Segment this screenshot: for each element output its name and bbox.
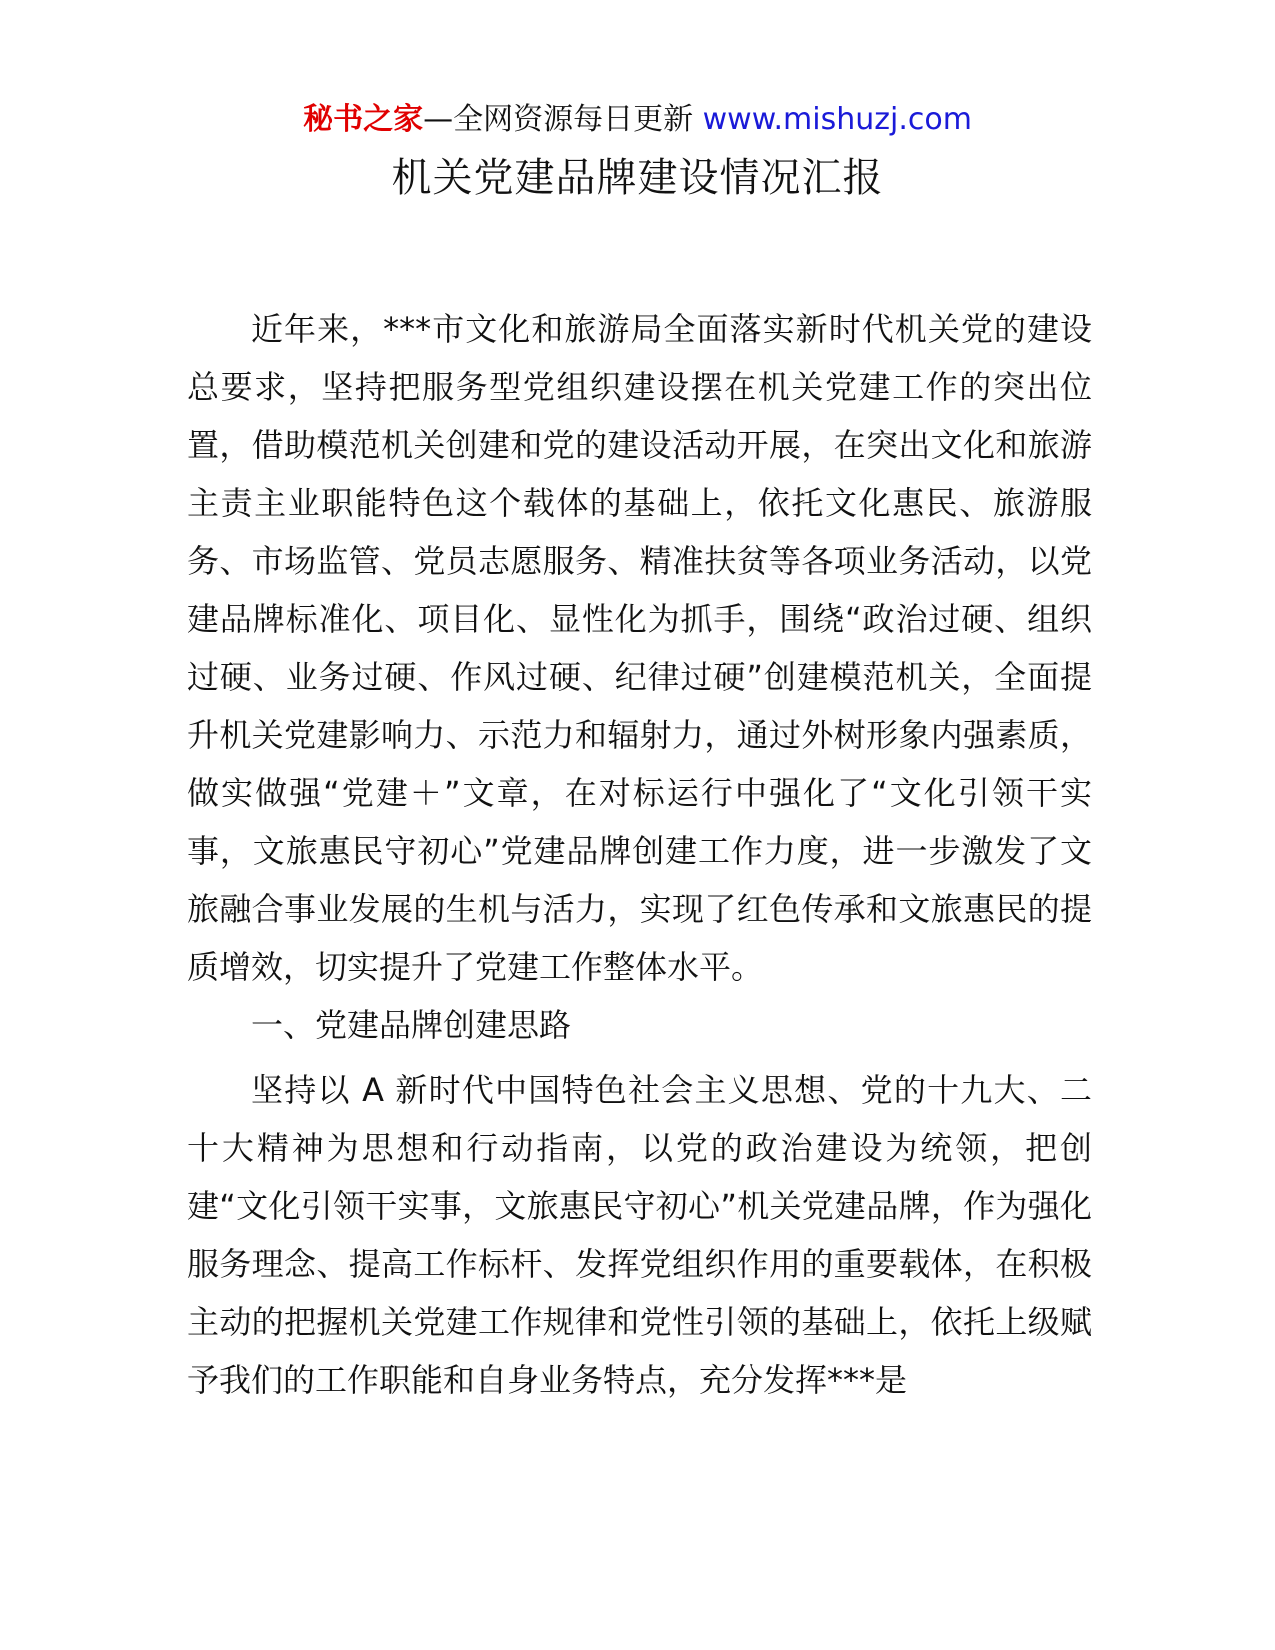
site-url-link[interactable]: www.mishuzj.com (702, 102, 972, 137)
section-paragraph: 坚持以 A 新时代中国特色社会主义思想、党的十九大、二十大精神为思想和行动指南，以党的政治建设为统领，把创建“文化引领干实事，文旅惠民守初心”机关党建品牌，作为强化服务理念、提高工作标杆、发挥党组织作用的重要载体，在积极主动的把握机关党建工作规律和党性引领的基础上，依托上级赋予我们的工作职能和自身业务特点，充分发挥***是 (187, 1071, 1092, 1399)
section-heading: 一、党建品牌创建思路 (251, 1006, 572, 1044)
header-tagline: —全网资源每日更新 (423, 102, 703, 137)
document-body (187, 300, 1092, 1409)
document-title: 机关党建品牌建设情况汇报 (391, 155, 884, 201)
header-banner (0, 100, 1275, 140)
intro-paragraph: 近年来，***市文化和旅游局全面落实新时代机关党的建设总要求，坚持把服务型党组织建设摆在机关党建工作的突出位置，借助模范机关创建和党的建设活动开展，在突出文化和旅游主责主业职能特色这个载体的基础上，依托文化惠民、旅游服务、市场监管、党员志愿服务、精准扶贫等各项业务活动，以党建品牌标准化、项目化、显性化为抓手，围绕“政治过硬、组织过硬、业务过硬、作风过硬、纪律过硬”创建模范机关，全面提升机关党建影响力、示范力和辐射力，通过外树形象内强素质，做实做强“党建＋”文章，在对标运行中强化了“文化引领干实事，文旅惠民守初心”党建品牌创建工作力度，进一步激发了文旅融合事业发展的生机与活力，实现了红色传承和文旅惠民的提质增效，切实提升了党建工作整体水平。 (187, 310, 1092, 986)
brand-name: 秘书之家 (303, 102, 424, 137)
